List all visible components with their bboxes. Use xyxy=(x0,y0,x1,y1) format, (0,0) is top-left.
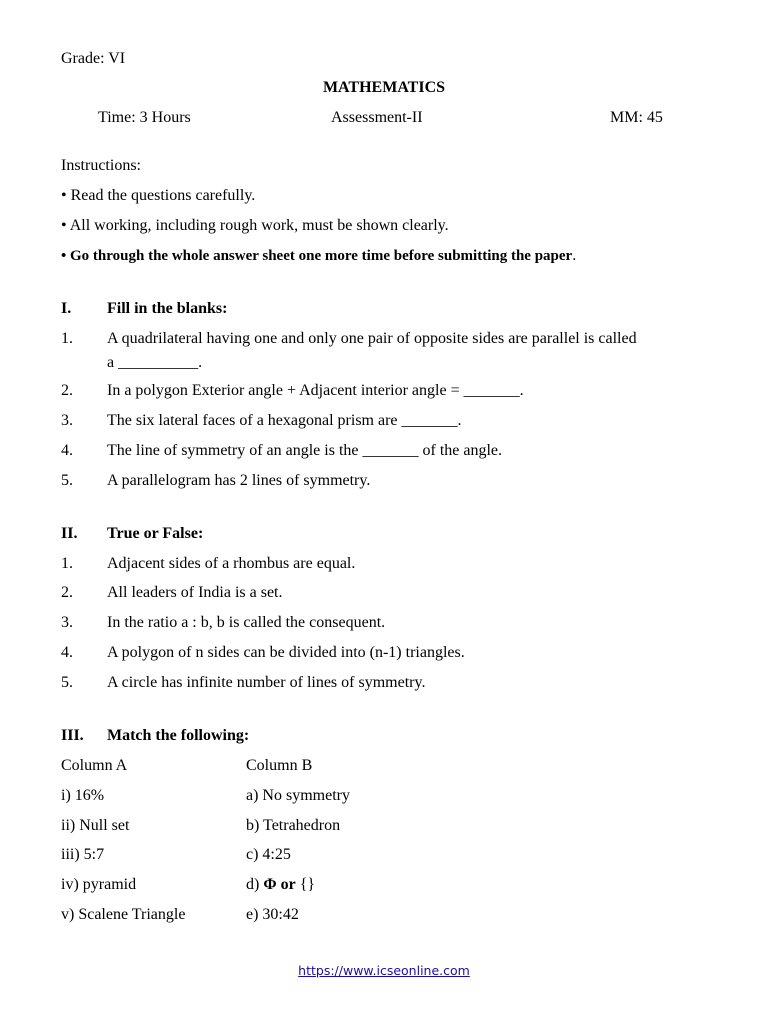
match-item-b: c) 4:25 xyxy=(246,846,291,863)
instruction-item: • Read the questions carefully. xyxy=(61,187,256,204)
question-number: 1. xyxy=(61,555,73,572)
match-item-b-symbol: Φ or xyxy=(263,876,296,893)
question-number: 3. xyxy=(61,614,73,631)
question-text: A parallelogram has 2 lines of symmetry. xyxy=(107,472,371,489)
question-number: 4. xyxy=(61,442,73,459)
question-text: In a polygon Exterior angle + Adjacent interior angle = _______. xyxy=(107,382,524,399)
question-text: Adjacent sides of a rhombus are equal. xyxy=(107,555,356,572)
subject-title: MATHEMATICS xyxy=(322,79,446,96)
question-number: 4. xyxy=(61,644,73,661)
match-item-a: ii) Null set xyxy=(61,817,130,834)
question-text: In the ratio a : b, b is called the consequent. xyxy=(107,614,386,631)
max-marks-label: MM: 45 xyxy=(610,109,663,126)
time-label: Time: 3 Hours xyxy=(98,109,191,126)
question-text-continuation: a __________. xyxy=(107,354,203,371)
question-number: 3. xyxy=(61,412,73,429)
question-text: All leaders of India is a set. xyxy=(107,584,283,601)
section-title: Match the following: xyxy=(107,727,250,744)
question-number: 1. xyxy=(61,330,73,347)
instruction-item-text: • Go through the whole answer sheet one more time before submitting the paper xyxy=(61,248,573,264)
match-item-b-suffix: {} xyxy=(295,876,316,893)
footer xyxy=(0,963,768,979)
question-text: A circle has infinite number of lines of symmetry. xyxy=(107,674,426,691)
instruction-item-period: . xyxy=(572,247,577,264)
grade-label: Grade: VI xyxy=(61,50,126,67)
match-item-a: iv) pyramid xyxy=(61,876,137,893)
column-b-header: Column B xyxy=(246,757,313,774)
instruction-item xyxy=(61,246,576,266)
match-item-b xyxy=(246,875,315,895)
match-item-b: b) Tetrahedron xyxy=(246,817,341,834)
question-number: 5. xyxy=(61,674,73,691)
section-title: True or False: xyxy=(107,525,204,542)
column-a-header: Column A xyxy=(61,757,128,774)
match-item-a: v) Scalene Triangle xyxy=(61,906,186,923)
match-item-a: i) 16% xyxy=(61,787,105,804)
question-number: 5. xyxy=(61,472,73,489)
assessment-label: Assessment-II xyxy=(331,109,423,126)
section-number: I. xyxy=(61,300,72,317)
section-number: III. xyxy=(61,727,84,744)
section-number: II. xyxy=(61,525,78,542)
match-item-b-prefix: d) xyxy=(246,876,264,893)
website-link[interactable]: https://www.icseonline.com xyxy=(298,963,470,978)
match-item-a: iii) 5:7 xyxy=(61,846,105,863)
instructions-heading: Instructions: xyxy=(61,157,141,174)
match-item-b: a) No symmetry xyxy=(246,787,350,804)
instruction-item: • All working, including rough work, must be shown clearly. xyxy=(61,217,449,234)
question-text: A quadrilateral having one and only one pair of opposite sides are parallel is called xyxy=(107,330,637,347)
question-text: A polygon of n sides can be divided into (n-1) triangles. xyxy=(107,644,465,661)
question-number: 2. xyxy=(61,584,73,601)
question-number: 2. xyxy=(61,382,73,399)
question-text: The line of symmetry of an angle is the _______ of the angle. xyxy=(107,442,503,459)
section-title: Fill in the blanks: xyxy=(107,300,228,317)
question-text: The six lateral faces of a hexagonal prism are _______. xyxy=(107,412,462,429)
match-item-b: e) 30:42 xyxy=(246,906,299,923)
